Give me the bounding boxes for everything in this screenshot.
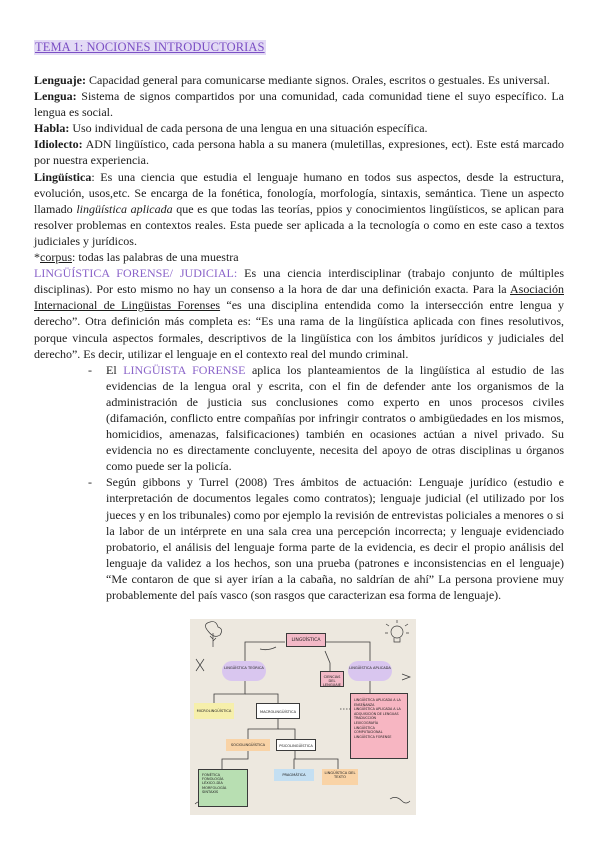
term: Habla: bbox=[34, 121, 70, 136]
node-socio: SOCIOLINGÜÍSTICA bbox=[226, 739, 270, 751]
bullet-text: aplica los planteamientos de la lingüística al estudio de las evidencias de la lengua oral y escrita, con el fin de defender ante los organismos de la administración de justicia sus conclusiones como experto en unos procesos civiles (difamación, conflicto entre compañías por infringir contratos o ambigüedades en los mismos, homicidios, amenazas, falsificaciones) también en ocasiones actúan a nivel privado. Su evidencia no es directamente concluyente, necesita del apoyo de otras disciplinas u órganos como puede ser la policía. bbox=[106, 362, 564, 474]
term: Idiolecto: bbox=[34, 137, 83, 152]
forense-text: “es una disciplina entendida como la intersección entre lengua y derecho”. Otra definición más completa es: “Es una rama de la lingüística aplicada con fines resolutivos, porque vincula aspectos formales, descriptivos de la lingüística con los ámbitos jurídicos y judiciales del derecho”. Es decir, utilizar el lenguaje en el contexto real del mundo criminal. bbox=[34, 298, 564, 361]
node-texto: LINGÜÍSTICA DEL TEXTO bbox=[322, 769, 358, 785]
definition-text: que es que todas las teorías, ppios y conocimientos lingüísticos, se aplican para resolver problemas en contextos reales. Esta puede ser aplicada a la tecnología o como en este caso a textos judiciales y jurídicos. bbox=[34, 201, 564, 248]
node-teorica: LINGÜÍSTICA TEÓRICA bbox=[222, 661, 266, 681]
corpus-text: : todas las palabras de una muestra bbox=[72, 250, 239, 265]
forense-paragraph bbox=[34, 265, 564, 362]
mindmap-image bbox=[190, 619, 416, 815]
term: Lingüística bbox=[34, 169, 92, 184]
asterisk: * bbox=[34, 250, 40, 265]
definition-text: Sistema de signos compartidos por una comunidad, cada comunidad tiene el suyo específico. La lengua es social. bbox=[34, 89, 564, 120]
definition-text: Uso individual de cada persona de una lengua en una situación específica. bbox=[69, 121, 428, 136]
node-micro: MICROLINGÜÍSTICA bbox=[194, 703, 234, 719]
node-root: LINGÜÍSTICA bbox=[286, 633, 326, 647]
corpus-note bbox=[34, 249, 564, 265]
term: Lenguaje: bbox=[34, 73, 86, 87]
definition-lengua bbox=[34, 88, 564, 120]
node-psico: PSICOLINGÜÍSTICA bbox=[276, 739, 316, 751]
node-macro: MACROLINGÜÍSTICA bbox=[256, 703, 300, 719]
definition-text: Capacidad general para comunicarse mediante signos. Orales, escritos o gestuales. Es universal. bbox=[86, 73, 550, 87]
document-body bbox=[34, 72, 564, 603]
list-item bbox=[106, 474, 564, 603]
forense-heading: LINGÜÍSTICA FORENSE/ JUDICIAL: bbox=[34, 266, 238, 281]
bullet-list bbox=[34, 362, 564, 603]
definition-text: ADN lingüístico, cada persona habla a su manera (muletillas, expresiones, ect). Este está marcado por nuestra experiencia. bbox=[34, 137, 564, 168]
definition-idiolecto bbox=[34, 136, 564, 168]
corpus-term: corpus bbox=[40, 250, 72, 265]
italic-term: lingüística aplicada bbox=[76, 201, 173, 216]
definition-lenguaje bbox=[34, 72, 564, 88]
definition-linguistica bbox=[34, 169, 564, 249]
node-aplicada-list: LINGÜÍSTICA APLICADA A LA ENSEÑANZA LINGÜÍSTICA APLICADA A LA ADQUISICIÓN DE LENGUAS TRADUCCIÓN LEXICOGRAFÍA LINGÜÍSTICA COMPUTACIONAL LINGÜÍSTICA FORENSE bbox=[350, 693, 408, 759]
bullet-text: Según gibbons y Turrel (2008) Tres ámbitos de actuación: Lenguaje jurídico (estudio e interpretación de documentos legales como contratos); lenguaje judicial (el utilizado por los jueces y en los tribunales) como por ejemplo la revisión de entrevistas policiales a menores o si la labor de un intérprete en una sala crea una percepción incorrecta; y lenguaje evidenciado probatorio, el análisis del lenguaje forma parte de la evidencia, es decir el propio análisis del lenguaje da validez a los hechos, son una prueba (patrones e inconsistencias en el lenguaje) “Me contaron de que si ayer irían a la cabaña, no saldrían de ahí” La persona proviene muy probablemente del país vasco (son rasgos que caracterizan esa forma de lenguaje). bbox=[106, 475, 564, 602]
definition-habla bbox=[34, 120, 564, 136]
association-link[interactable]: Asociación Internacional de Lingüistas Forenses bbox=[34, 282, 564, 313]
definition-text: : Es una ciencia que estudia el lenguaje humano en todos sus aspectos, desde la estructura, evolución, usos,etc. Se encarga de la fonética, fonología, morfología, sintaxis, semántica. Tiene un aspecto llamado bbox=[34, 169, 564, 216]
term: Lengua: bbox=[34, 89, 77, 104]
forense-text: Es una ciencia interdisciplinar (trabajo conjunto de múltiples disciplinas). Por esto mismo no hay un consenso a la hora de dar una definición exacta. Para la bbox=[34, 266, 564, 297]
list-item bbox=[106, 362, 564, 475]
page-title: TEMA 1: NOCIONES INTRODUCTORIAS bbox=[35, 40, 265, 54]
node-ciencias: CIENCIAS DEL LENGUAJE bbox=[320, 671, 344, 687]
node-fonetica: FONÉTICA FONOLOGÍA LÉXICO-DÍA MORFOLOGÍA SINTAXIS bbox=[198, 769, 248, 807]
bullet-pre: El bbox=[106, 362, 124, 377]
node-aplicada: LINGÜÍSTICA APLICADA bbox=[348, 661, 392, 681]
bullet-highlight: LINGÜISTA FORENSE bbox=[123, 362, 246, 377]
node-pragmatica: PRAGMÁTICA bbox=[274, 769, 314, 781]
